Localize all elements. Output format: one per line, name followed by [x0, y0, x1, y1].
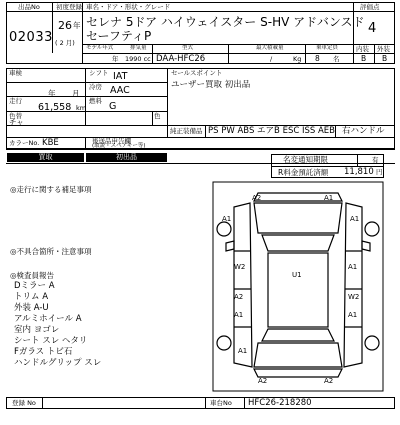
fuel-label: 燃料 [89, 97, 102, 105]
capacity-unit: 名 [333, 55, 340, 63]
interior-label: 内装 [356, 45, 369, 53]
footer-reg-label: 登録 No [12, 399, 36, 407]
recycle-amount: 11,810 [344, 167, 374, 177]
exterior-label: 外装 [377, 45, 390, 53]
max-load-unit: Kg [293, 55, 302, 63]
reg-label: 初度登録 [56, 3, 82, 11]
reg-year-unit: 年 [73, 21, 81, 30]
damage-mark: A1 [324, 194, 334, 202]
sales-points: ユーザー買取 初出品 [171, 80, 251, 90]
max-load: / [270, 55, 273, 63]
inspection-label: 車検 [9, 69, 22, 77]
color-code: KBE [42, 138, 59, 148]
inspector-item: 室内 ヨゴレ [14, 325, 60, 335]
lot-label: 出品No [18, 3, 40, 11]
damage-mark: A1 [350, 215, 360, 223]
name-change-check: 有 [372, 156, 379, 164]
issues-title: ◎不具合箇所・注意事項 [10, 247, 92, 256]
inspector-item: トリム A [14, 292, 49, 302]
recycle-unit: 円 [376, 168, 383, 176]
car-damage-diagram [212, 181, 384, 392]
footer-vin-label: 車台No [210, 399, 232, 407]
sales-points-label: セールスポイント [171, 69, 223, 77]
model-year-unit: 年 [112, 55, 119, 63]
damage-mark: A2 [258, 377, 268, 385]
capacity-label: 乗車定員 [316, 45, 339, 51]
notes-sub: (取説・スペアキー等) [92, 143, 146, 149]
fuel-value: G [109, 101, 117, 112]
damage-mark: A1 [348, 311, 358, 319]
damage-mark: A1 [348, 263, 358, 271]
inspector-item: ハンドルグリップ スレ [14, 358, 102, 368]
equipment-label: 純正装備品 [170, 127, 203, 135]
mileage-unit: km [76, 104, 87, 112]
ac-label: 冷房 [89, 83, 102, 91]
purchase-badge: 買取 [7, 153, 84, 162]
color-value: チャ [9, 118, 24, 127]
reg-year: 26 [58, 19, 72, 32]
model-year-label: モデル年式 [86, 45, 114, 51]
capacity: 8 [315, 54, 320, 63]
inspector-title: ◎検査員報告 [10, 271, 55, 280]
equipment-list: PS PW ABS エアB ESC ISS AEB [208, 126, 336, 136]
load-label: 最大積載量 [256, 45, 284, 51]
damage-mark: A1 [222, 215, 232, 223]
mileage-value: 61,558 [38, 102, 72, 113]
color-short: 色 [154, 112, 161, 120]
engine-cc: 1990 cc [125, 55, 151, 63]
color-code-label: カラーNo. [9, 139, 40, 147]
shift-label: シフト [89, 69, 109, 77]
title-label: 車名・ドア・形状・グレード [86, 3, 171, 11]
aftermarket-title: ◎走行に関する補足事項 [10, 185, 92, 194]
footer-frame [6, 397, 395, 409]
cc-label: 排気量 [130, 45, 147, 51]
mileage-label: 走行 [9, 97, 22, 105]
inspector-item: Fガラス トビ石 [14, 347, 73, 357]
inspector-item: Dミラー A [14, 281, 55, 291]
notes-label: 後送品申告欄 [92, 137, 131, 145]
damage-mark: W2 [348, 293, 360, 301]
damage-mark: A1 [234, 311, 244, 319]
score-label: 評価点 [360, 3, 380, 11]
car-grade: セーフティP [86, 29, 152, 43]
exterior-grade: B [382, 54, 388, 63]
reg-month: ( 2 月) [55, 39, 75, 47]
footer-vin: HFC26-218280 [248, 398, 312, 408]
damage-mark: U1 [292, 271, 302, 279]
damage-mark: A1 [238, 347, 248, 355]
model-type: DAA-HFC26 [156, 54, 206, 64]
inspector-item: アルミホイール A [14, 314, 82, 324]
first-listing-badge: 初出品 [86, 153, 167, 162]
damage-mark: A2 [234, 293, 244, 301]
damage-mark: A2 [252, 194, 262, 202]
score-value: 4 [368, 21, 377, 36]
name-change-label: 名変通知期限 [283, 155, 328, 164]
lot-number: 02033 [9, 30, 53, 45]
interior-grade: B [361, 54, 367, 63]
inspection-month: 月 [72, 89, 80, 98]
inspection-year: 年 [48, 89, 56, 98]
recycle-label: R料金預託済額 [278, 168, 329, 177]
handle-side: 右ハンドル [342, 126, 385, 136]
inspector-item: シート スレ ヘタリ [14, 336, 88, 346]
damage-mark: W2 [234, 263, 246, 271]
inspector-item: 外装 A-U [14, 303, 49, 313]
shift-value: IAT [113, 71, 128, 82]
ac-value: AAC [110, 85, 130, 96]
damage-mark: A2 [324, 377, 334, 385]
color-label: 色替 [9, 112, 22, 120]
type-label: 型式 [182, 45, 194, 51]
car-name: セレナ 5ドア ハイウェイスター S-HV アドバンスド [86, 15, 365, 29]
